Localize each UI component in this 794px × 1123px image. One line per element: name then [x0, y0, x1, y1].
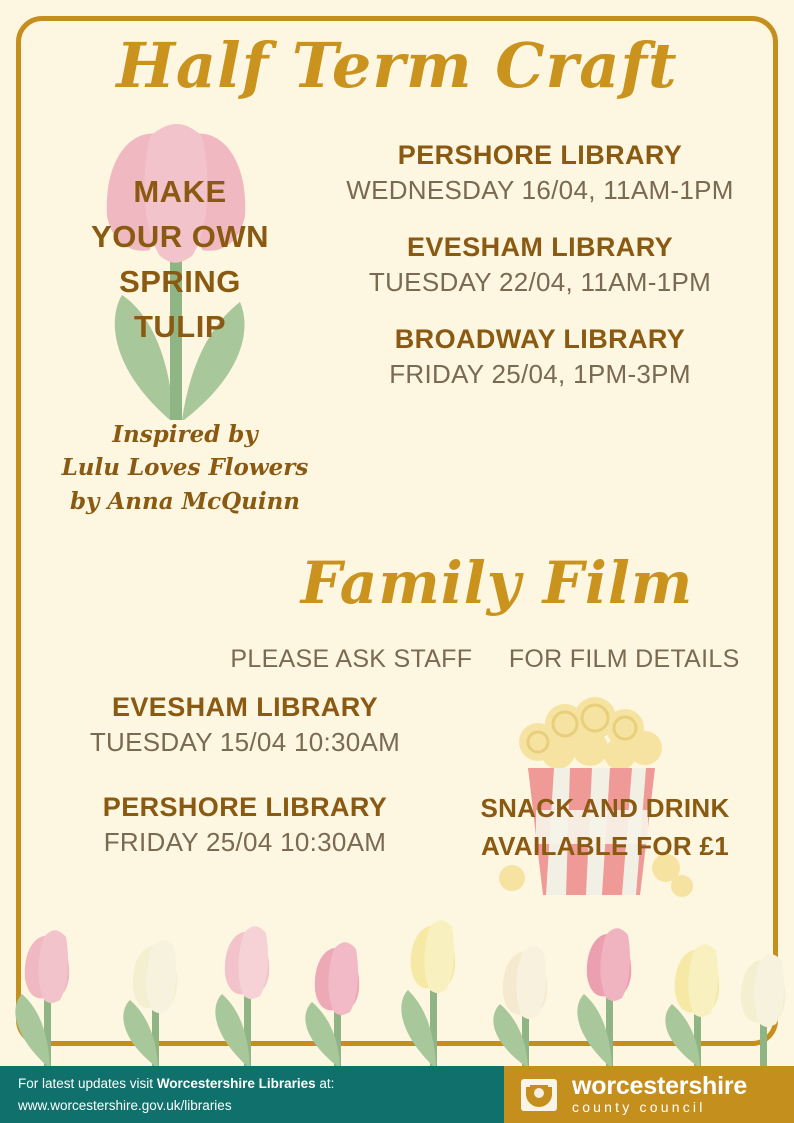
craft-activity-text [40, 170, 320, 350]
page-title: Half Term Craft [116, 29, 678, 102]
inspired-line-2: Lulu Loves Flowers [61, 454, 309, 482]
footer-updates-bold: Worcestershire Libraries [156, 1075, 316, 1091]
council-name-line1: worcestershire [572, 1071, 748, 1100]
footer-updates-prefix: For latest updates visit [18, 1075, 157, 1091]
council-wordmark [572, 1073, 747, 1116]
session-datetime: FRIDAY 25/04 10:30AM [103, 827, 387, 857]
craft-inspiration-credit [40, 418, 330, 518]
inspired-line-1: Inspired by [112, 421, 258, 448]
film-session-item [20, 692, 470, 758]
library-name: EVESHAM LIBRARY [406, 232, 674, 262]
craft-session-list [300, 140, 780, 416]
film-session-item [20, 792, 470, 858]
film-note-part1: PLEASE ASK STAFF [230, 645, 473, 673]
film-session-list [20, 692, 470, 892]
snack-line-2: AVAILABLE FOR £1 [481, 830, 729, 861]
footer-updates-line [18, 1073, 504, 1095]
footer-url[interactable]: www.worcestershire.gov.uk/libraries [18, 1097, 232, 1113]
session-datetime: TUESDAY 15/04 10:30AM [89, 727, 401, 757]
library-name: EVESHAM LIBRARY [111, 692, 379, 722]
snack-price-note [440, 790, 770, 865]
library-name: PERSHORE LIBRARY [102, 792, 388, 822]
footer [0, 1066, 794, 1123]
council-name-line2: county council [572, 1099, 706, 1116]
tulip-border-decoration [0, 906, 794, 1066]
snack-line-1: SNACK AND DRINK [480, 793, 730, 823]
craft-session-item [300, 232, 780, 298]
activity-line-2: YOUR OWN [91, 218, 269, 254]
activity-line-1: MAKE [133, 174, 227, 209]
film-note-part2: FOR FILM DETAILS [508, 645, 740, 673]
film-details-note [180, 645, 790, 674]
activity-line-4: TULIP [133, 308, 227, 344]
footer-updates-suffix: at: [315, 1075, 335, 1091]
library-name: BROADWAY LIBRARY [394, 324, 686, 354]
council-logo [504, 1066, 794, 1123]
crest-icon [518, 1075, 560, 1115]
inspired-line-3: by Anna McQuinn [69, 487, 301, 515]
footer-updates-block [0, 1066, 504, 1123]
session-datetime: TUESDAY 22/04, 11AM-1PM [368, 267, 712, 297]
craft-session-item [300, 324, 780, 390]
activity-line-3: SPRING [119, 263, 241, 299]
library-name: PERSHORE LIBRARY [397, 140, 683, 170]
family-film-title: Family Film [300, 549, 694, 617]
session-datetime: WEDNESDAY 16/04, 11AM-1PM [346, 175, 734, 205]
craft-session-item [300, 140, 780, 206]
session-datetime: FRIDAY 25/04, 1PM-3PM [389, 359, 691, 389]
